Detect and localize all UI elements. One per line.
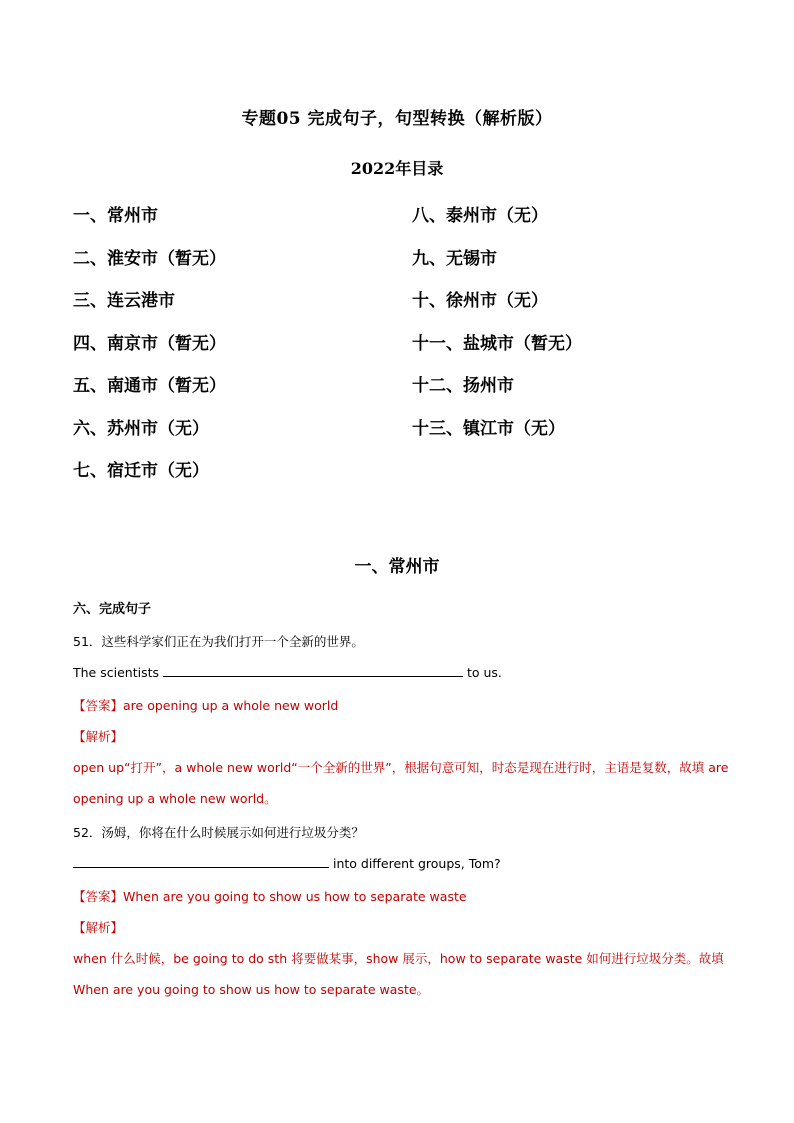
question-51-sentence [73,664,502,680]
answer-blank[interactable] [73,855,329,868]
sentence-suffix: to us. [462,665,502,680]
answer-tag: 【答案】 [73,889,124,904]
toc-item[interactable]: 七、宿迁市（无） [73,461,209,481]
toc-item[interactable]: 四、南京市（暂无） [73,333,226,354]
answer-tag: 【答案】 [73,698,124,713]
question-52-sentence [73,855,501,871]
toc-item[interactable]: 十一、盐城市（暂无） [412,333,582,354]
toc-item[interactable]: 九、无锡市 [412,248,497,269]
toc-item[interactable]: 八、泰州市（无） [412,206,548,226]
analysis-tag: 【解析】 [73,729,124,744]
question-51-prompt: 51．这些科学家们正在为我们打开一个全新的世界。 [73,634,364,649]
toc-item[interactable]: 十二、扬州市 [412,376,514,396]
question-52-answer [73,887,467,905]
toc-subtitle: 2022年目录 [350,159,444,178]
toc-item[interactable]: 十三、镇江市（无） [412,418,565,439]
toc-item[interactable]: 六、苏州市（无） [73,418,209,439]
question-52-analysis: when 什么时候，be going to do sth 将要做某事，show 展示，how to separate waste 如何进行垃圾分类。故填 When are you going to show us how to separate waste。 [73,951,724,997]
part-heading: 六、完成句子 [73,602,152,617]
toc-item[interactable]: 一、常州市 [73,206,158,226]
toc-item[interactable]: 二、淮安市（暂无） [73,248,226,269]
question-52-prompt: 52．汤姆，你将在什么时候展示如何进行垃圾分类？ [73,825,364,840]
document-title: 专题05 完成句子，句型转换（解析版） [241,109,553,129]
sentence-suffix: into different groups, Tom? [329,856,501,871]
sentence-prefix: The scientists [73,665,163,680]
question-51-analysis: open up“打开”，a whole new world“一个全新的世界”，根据句意可知，时态是现在进行时，主语是复数，故填 are opening up a whole new world。 [73,760,729,806]
toc-right-column [412,202,582,457]
toc-item[interactable]: 五、南通市（暂无） [73,376,226,396]
section-heading: 一、常州市 [354,557,440,577]
answer-blank[interactable] [163,664,463,677]
analysis-tag: 【解析】 [73,920,124,935]
toc-item[interactable]: 十、徐州市（无） [412,291,548,311]
answer-text: When are you going to show us how to separate waste [123,889,467,904]
toc-left-column [73,202,226,500]
answer-text: are opening up a whole new world [123,698,339,713]
question-51-answer [73,696,338,714]
toc-item[interactable]: 三、连云港市 [73,291,175,311]
